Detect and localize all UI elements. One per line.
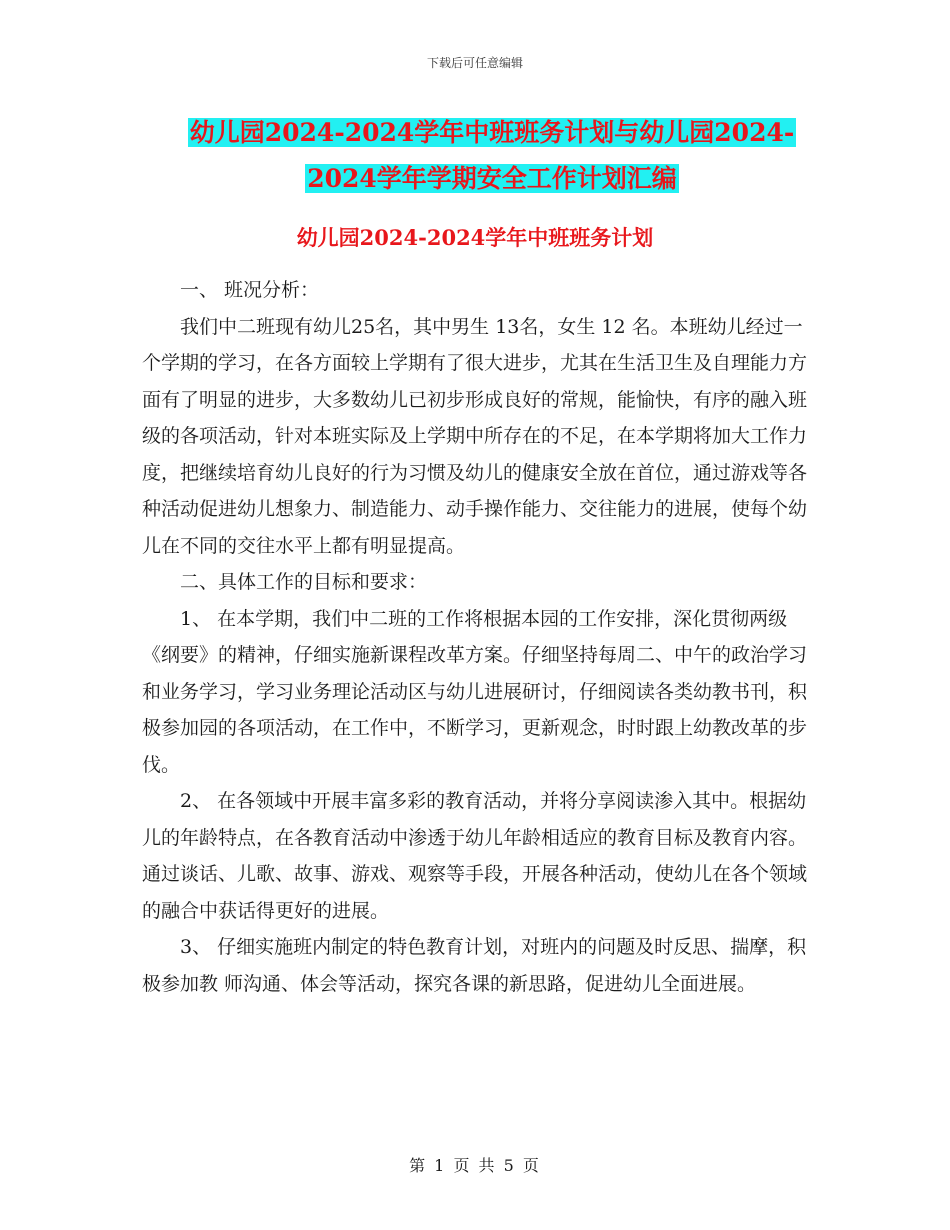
paragraph-goals-heading: 二、具体工作的目标和要求： [180, 571, 428, 593]
document-body [142, 272, 807, 1002]
paragraph-goal-3: 3、 仔细实施班内制定的特色教育计划，对班内的问题及时反思、揣摩，积极参加教 师沟通、体会等活动，探究各课的新思路，促进幼儿全面进展。 [142, 936, 807, 995]
paragraph-goal-2: 2、 在各领域中开展丰富多彩的教育活动，并将分享阅读渗入其中。根据幼儿的年龄特点，在各教育活动中渗透于幼儿年龄相适应的教育目标及教育内容。通过谈话、儿歌、故事、游戏、观察等手段，开展各种活动，使幼儿在各个领域的融合中获话得更好的进展。 [142, 790, 808, 922]
paragraph-class-analysis: 我们中二班现有幼儿25名，其中男生 13名，女生 12 名。本班幼儿经过一个学期的学习，在各方面较上学期有了很大进步，尤其在生活卫生及自理能力方面有了明显的进步，大多数幼儿已初步形成良好的常规，能愉快，有序的融入班级的各项活动，针对本班实际及上学期中所存在的不足，在本学期将加大工作力度，把继续培育幼儿良好的行为习惯及幼儿的健康安全放在首位，通过游戏等各种活动促进幼儿想象力、制造能力、动手操作能力、交往能力的进展，使每个幼儿在不同的交往水平上都有明显提高。 [142, 315, 808, 557]
paragraph-goal-1: 1、 在本学期，我们中二班的工作将根据本园的工作安排，深化贯彻两级《纲要》的精神，仔细实施新课程改革方案。仔细坚持每周二、中午的政治学习和业务学习，学习业务理论活动区与幼儿进展研讨，仔细阅读各类幼教书刊，积极参加园的各项活动，在工作中，不断学习，更新观念，时时跟上幼教改革的步伐。 [142, 607, 808, 776]
document-title [142, 110, 842, 202]
page-footer: 第 1 页 共 5 页 [409, 1156, 541, 1175]
header-note: 下载后可任意编辑 [426, 56, 523, 70]
document-title-line-1: 幼儿园2024-2024学年中班班务计划与幼儿园2024- [189, 118, 795, 147]
paragraph-class-analysis-heading: 一、 班况分析： [180, 279, 320, 301]
document-title-line-2: 2024学年学期安全工作计划汇编 [307, 164, 677, 193]
section-title: 幼儿园2024-2024学年中班班务计划 [296, 225, 654, 250]
